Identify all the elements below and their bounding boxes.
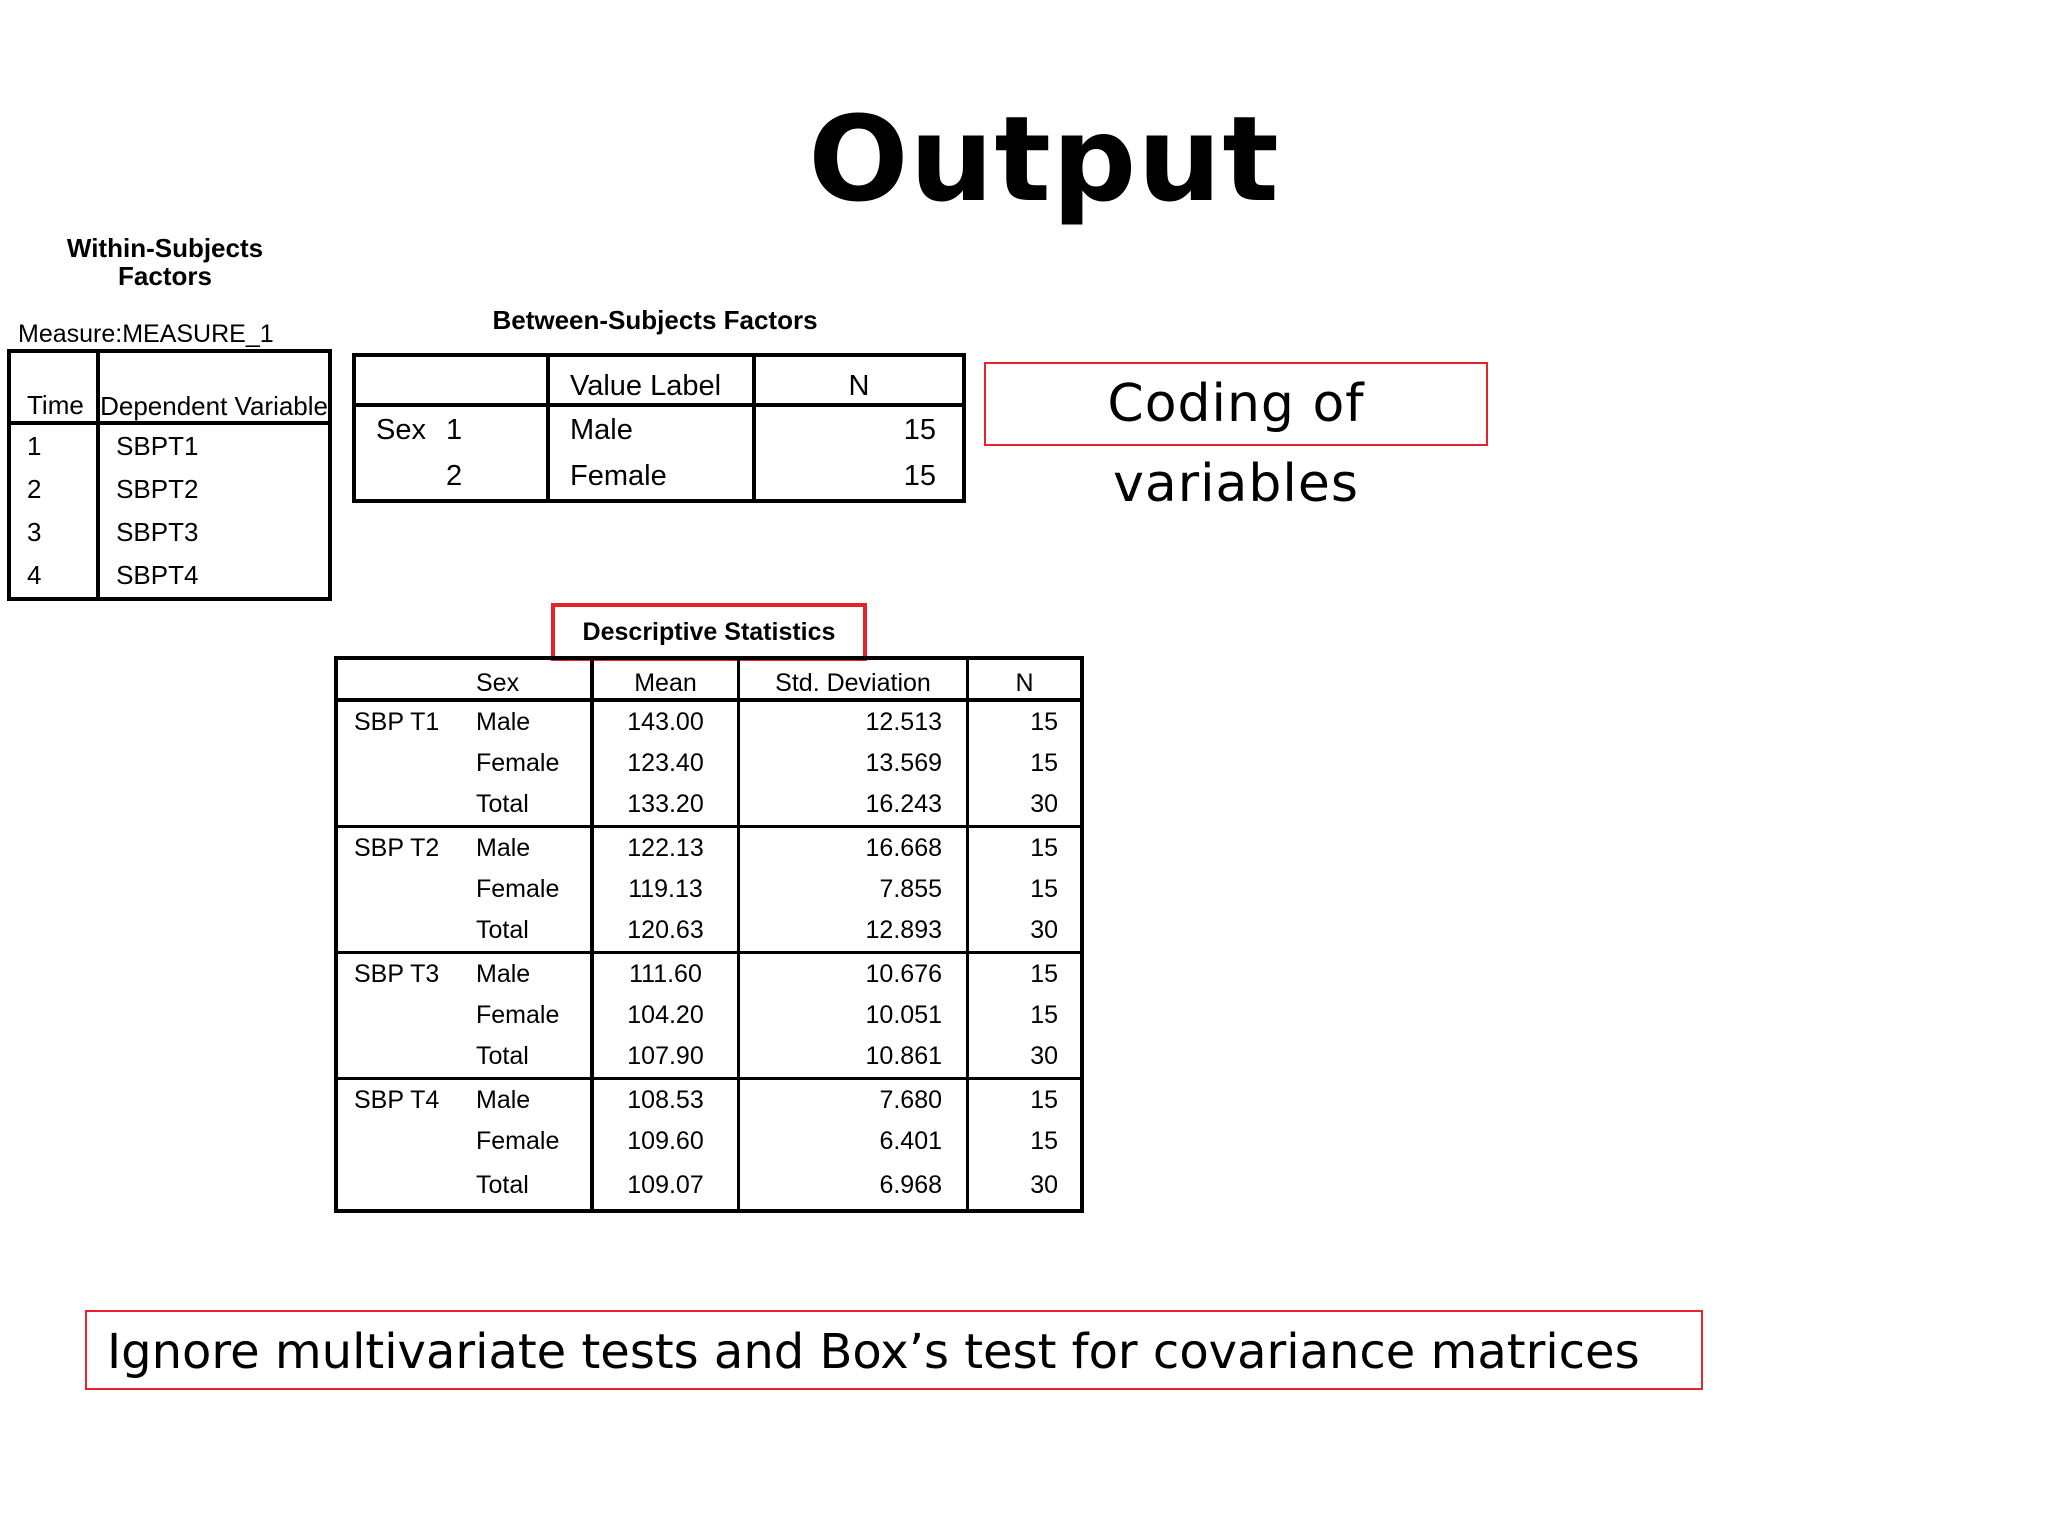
value-label-cell: Male [548, 405, 754, 453]
variable-cell: SBPT1 [116, 431, 199, 461]
n-cell: 30 [968, 910, 1083, 953]
n-cell: 15 [754, 453, 964, 501]
n-cell: 30 [968, 1036, 1083, 1079]
within-subjects-caption: Within-Subjects Factors [66, 233, 264, 291]
descriptive-statistics-table [334, 656, 1084, 1213]
table-row [336, 700, 1082, 743]
sex-cell: Male [476, 827, 592, 870]
n-cell: 15 [968, 995, 1083, 1036]
dependent-variable-header: Dependent Variable [98, 351, 330, 423]
mean-cell: 109.60 [592, 1121, 739, 1162]
std-cell: 13.569 [739, 743, 968, 784]
n-cell: 15 [754, 405, 964, 453]
sex-cell: Female [476, 1001, 560, 1029]
table-row [336, 1079, 1082, 1122]
std-cell: 16.243 [739, 784, 968, 827]
descriptive-statistics-caption: Descriptive Statistics [551, 603, 867, 661]
coding-note: Coding of variables [984, 362, 1488, 446]
n-cell: 15 [968, 700, 1083, 743]
time-cell: 4 [9, 554, 98, 599]
measure-label: SBP T4 [336, 1079, 476, 1122]
table-row [354, 405, 964, 453]
slide-title: Output [808, 90, 1280, 228]
n-cell: 15 [968, 953, 1083, 996]
n-cell: 15 [968, 827, 1083, 870]
mean-cell: 104.20 [592, 995, 739, 1036]
std-cell: 10.861 [739, 1036, 968, 1079]
mean-header: Mean [592, 658, 739, 700]
table-header-row [336, 658, 1082, 700]
value-label-header: Value Label [548, 355, 754, 405]
std-cell: 12.513 [739, 700, 968, 743]
table-header-row [354, 355, 964, 405]
table-row [9, 423, 330, 468]
table-row [336, 995, 1082, 1036]
table-row [336, 910, 1082, 953]
std-cell: 16.668 [739, 827, 968, 870]
table-row [336, 743, 1082, 784]
table-row [336, 827, 1082, 870]
code-cell: 2 [446, 459, 463, 492]
std-cell: 7.855 [739, 869, 968, 910]
measure-label: SBP T1 [354, 708, 440, 736]
std-cell: 10.676 [739, 953, 968, 996]
std-cell: 10.051 [739, 995, 968, 1036]
table-row [9, 468, 330, 511]
factor-label: Sex [376, 413, 426, 446]
code-cell: 1 [446, 413, 463, 446]
table-row [336, 1121, 1082, 1162]
mean-cell: 109.07 [592, 1162, 739, 1211]
time-cell: 2 [9, 468, 98, 511]
time-cell: 1 [9, 423, 98, 468]
mean-cell: 120.63 [592, 910, 739, 953]
table-row [336, 869, 1082, 910]
n-cell: 15 [968, 1079, 1083, 1122]
value-label-cell: Female [548, 453, 754, 501]
time-header: Time [9, 351, 98, 423]
variable-cell: SBPT3 [116, 517, 199, 547]
table-row [354, 453, 964, 501]
table-row [9, 554, 330, 599]
n-cell: 15 [968, 869, 1083, 910]
measure-label: SBP T2 [336, 827, 476, 870]
std-cell: 6.968 [739, 1162, 968, 1211]
sex-header: Sex [476, 658, 592, 700]
n-header: N [754, 355, 964, 405]
time-cell: 3 [9, 511, 98, 554]
variable-cell: SBPT2 [116, 474, 199, 504]
mean-cell: 108.53 [592, 1079, 739, 1122]
n-cell: 15 [968, 1121, 1083, 1162]
mean-cell: 122.13 [592, 827, 739, 870]
sex-cell: Total [476, 916, 529, 944]
table-header-row [9, 351, 330, 423]
table-row [336, 784, 1082, 827]
sex-cell: Total [476, 790, 529, 818]
table-row [336, 1036, 1082, 1079]
sex-cell: Female [476, 1127, 560, 1155]
n-cell: 30 [968, 1162, 1083, 1211]
sex-cell: Total [476, 1171, 529, 1199]
std-cell: 6.401 [739, 1121, 968, 1162]
variable-cell: SBPT4 [116, 560, 199, 590]
measure-label: SBP T3 [336, 953, 476, 996]
mean-cell: 123.40 [592, 743, 739, 784]
table-row [9, 511, 330, 554]
sex-cell: Female [476, 749, 560, 777]
sex-cell: Male [476, 708, 531, 736]
table-row [336, 1162, 1082, 1211]
std-cell: 7.680 [739, 1079, 968, 1122]
mean-cell: 107.90 [592, 1036, 739, 1079]
sex-cell: Total [476, 1042, 529, 1070]
sex-cell: Male [476, 1079, 592, 1122]
std-cell: 12.893 [739, 910, 968, 953]
measure-label: Measure:MEASURE_1 [18, 320, 274, 348]
n-header: N [968, 658, 1083, 700]
n-cell: 30 [968, 784, 1083, 827]
sex-cell: Female [476, 875, 560, 903]
between-subjects-caption: Between-Subjects Factors [492, 305, 818, 335]
n-cell: 15 [968, 743, 1083, 784]
within-subjects-table [7, 349, 332, 601]
ignore-note: Ignore multivariate tests and Box’s test for covariance matrices [85, 1310, 1703, 1390]
mean-cell: 143.00 [592, 700, 739, 743]
mean-cell: 119.13 [592, 869, 739, 910]
between-subjects-table [352, 353, 966, 503]
mean-cell: 111.60 [592, 953, 739, 996]
sex-cell: Male [476, 953, 592, 996]
std-deviation-header: Std. Deviation [739, 658, 968, 700]
mean-cell: 133.20 [592, 784, 739, 827]
table-row [336, 953, 1082, 996]
